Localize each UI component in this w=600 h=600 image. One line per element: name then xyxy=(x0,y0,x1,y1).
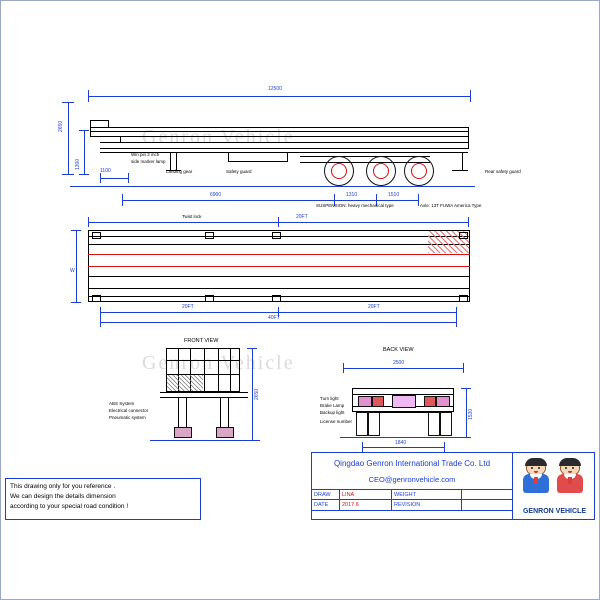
reference-note-box xyxy=(5,478,201,520)
dim-axle-spacing: 1310 xyxy=(346,192,358,198)
dim-height-total: 2650 xyxy=(58,120,64,132)
label-safety-guard: Safety guard xyxy=(226,169,252,174)
cell-date-key: DATE xyxy=(312,500,340,509)
safety-guard xyxy=(228,152,288,162)
label-win-pin: Win pin 2 inch xyxy=(131,152,160,157)
table-row-spacer xyxy=(312,511,512,521)
dim-top-20ft: 20FT xyxy=(296,214,308,220)
note-line-2: We can design the details dimension xyxy=(10,493,116,500)
dim-back-width-top: 2500 xyxy=(393,360,405,366)
label-abs-system: ABS System xyxy=(109,401,135,406)
dim-back-height: 1530 xyxy=(468,408,474,420)
label-backup-light: Backup light xyxy=(320,410,345,415)
label-brake-lamp: Brake Lamp xyxy=(320,403,345,408)
mascot-icon-right xyxy=(557,459,583,493)
dim-bottom-20ft-right: 20FT xyxy=(368,304,380,310)
dim-bottom-20ft-left: 20FT xyxy=(182,304,194,310)
title-block xyxy=(311,452,595,520)
brand-logo xyxy=(512,453,595,519)
note-line-1: This drawing only for you reference . xyxy=(10,483,116,490)
label-turn-light: Turn light xyxy=(320,396,339,401)
mascot-icon-left xyxy=(523,459,549,493)
table-row xyxy=(312,490,512,500)
watermark-2: Genron Vehicle xyxy=(142,352,295,374)
watermark-1: Genron Vehicle xyxy=(142,126,295,148)
dim-overall-length: 12500 xyxy=(268,86,282,92)
label-license-number: License number xyxy=(320,419,353,424)
cell-weight-key: WEIGHT xyxy=(392,490,462,499)
label-twist-lock: Twist lock xyxy=(182,214,202,219)
label-landing-gear: Landing gear xyxy=(166,169,193,174)
dim-height-lower: 1300 xyxy=(75,158,81,170)
front-view-title: FRONT VIEW xyxy=(184,338,219,344)
cell-weight-value xyxy=(462,490,512,499)
table-row xyxy=(312,500,512,510)
dim-kingpin-to-axle: 6900 xyxy=(210,192,222,198)
dim-back-width-bottom: 1840 xyxy=(395,440,407,446)
cell-revision-key: REVISION xyxy=(392,500,462,509)
title-block-left xyxy=(312,453,512,519)
label-pneumatic-system: Pneumatic system xyxy=(109,415,146,420)
brand-name: GENRON VEHICLE xyxy=(522,508,586,515)
cell-draw-key: DRAW xyxy=(312,490,340,499)
label-axle: Axle: 13T FUWA America Type xyxy=(420,203,482,208)
dim-bottom-40ft: 40FT xyxy=(268,315,280,321)
company-email[interactable]: CEO@genronvehicle.com xyxy=(368,475,456,484)
title-block-table xyxy=(312,489,512,520)
back-view-title: BACK VIEW xyxy=(383,347,414,353)
dim-plan-width: W xyxy=(70,268,75,274)
dim-front-overhang: 1100 xyxy=(100,168,111,174)
dim-front-height: 2650 xyxy=(254,388,260,400)
label-electrical-connector: Electrical connector xyxy=(109,408,149,413)
front-hatch xyxy=(167,375,203,391)
cell-date-value: 2017.6 xyxy=(340,500,392,509)
label-suspension: SUSPENSION: heavy mechanical type xyxy=(316,203,394,208)
company-name: Qingdao Genron International Trade Co. Ltd xyxy=(333,459,491,468)
label-rear-safety-guard: Rear safety guard xyxy=(485,169,521,174)
label-side-marker-lamp: side marker lamp xyxy=(131,159,166,164)
cell-revision-value xyxy=(462,500,512,509)
note-line-3: according to your special road condition ! xyxy=(10,503,129,510)
cell-draw-value: LINA xyxy=(340,490,392,499)
dim-rear-dim: 1510 xyxy=(388,192,400,198)
